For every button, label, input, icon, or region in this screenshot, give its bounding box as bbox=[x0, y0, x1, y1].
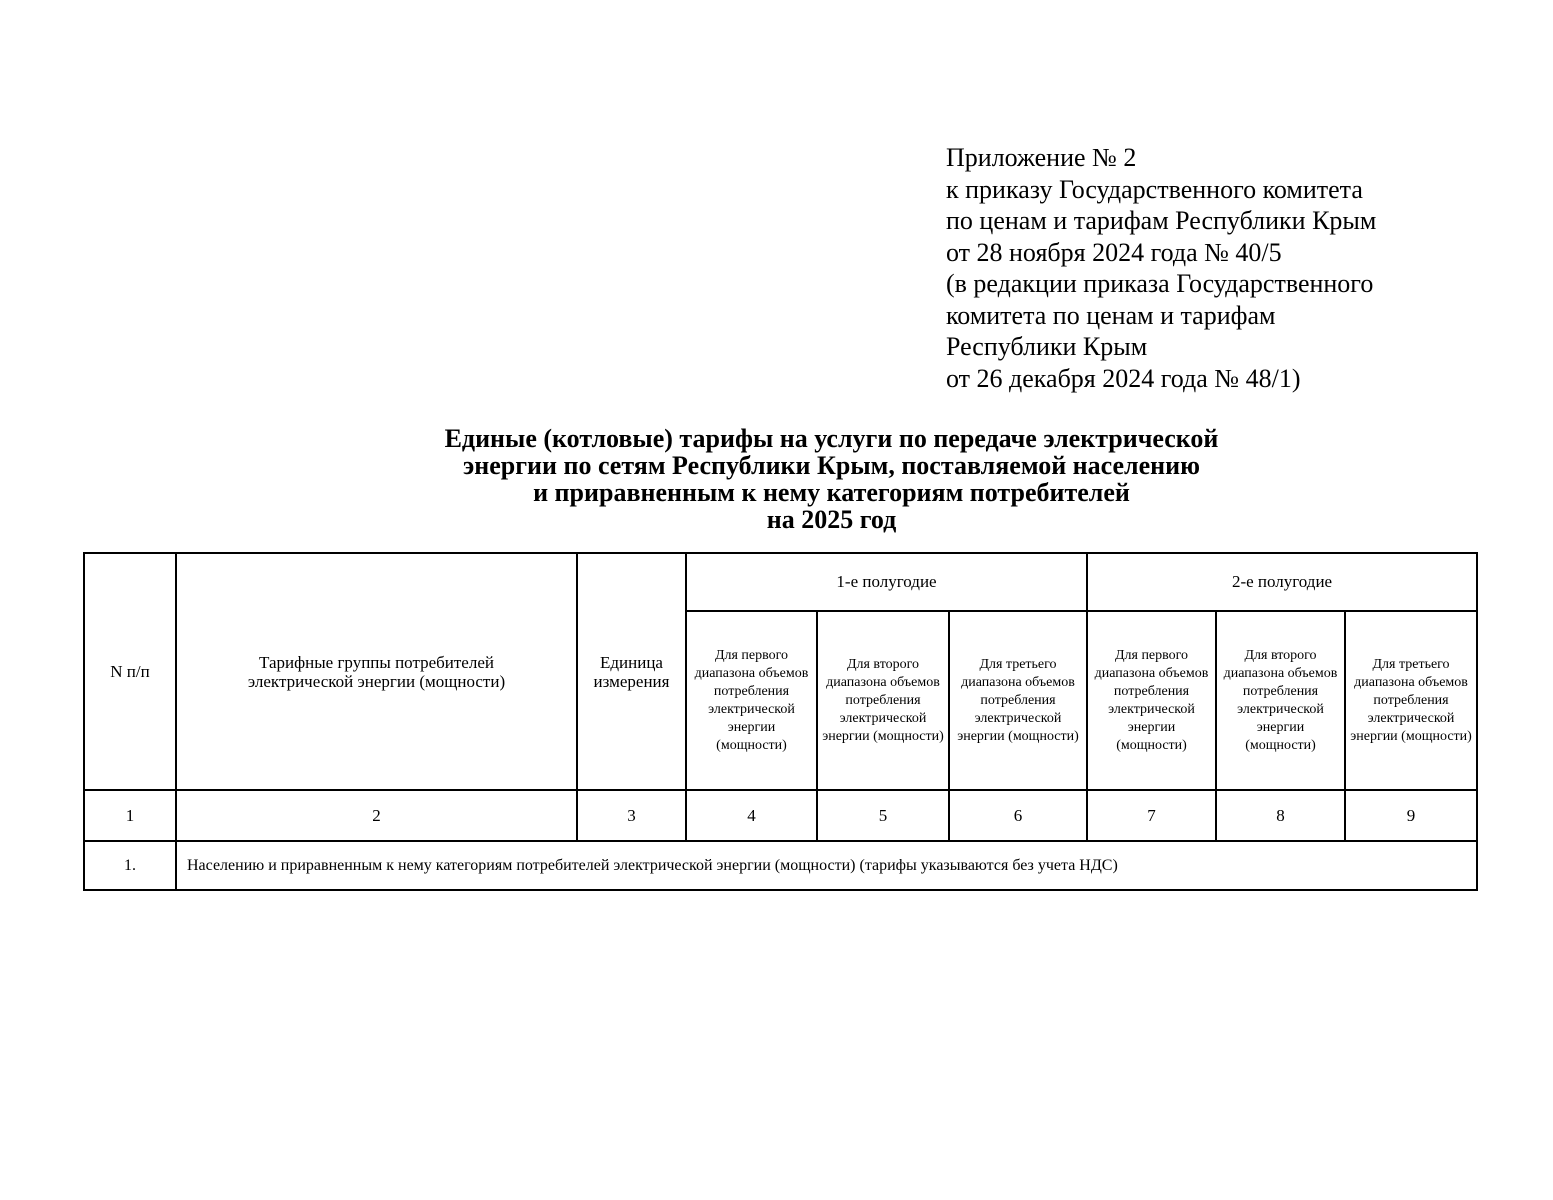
annex-line: комитета по ценам и тарифам bbox=[946, 300, 1276, 330]
header-range-3-h2: Для третьего диапазона объемов потребления электрической энергии (мощности) bbox=[1345, 611, 1477, 790]
column-number: 9 bbox=[1345, 790, 1477, 841]
annex-line: Приложение № 2 bbox=[946, 143, 1137, 172]
header-unit: Единица измерения bbox=[577, 553, 686, 790]
header-range-1-h2: Для первого диапазона объемов потребления электрической энергии (мощности) bbox=[1087, 611, 1216, 790]
column-number: 3 bbox=[577, 790, 686, 841]
row-label: Населению и приравненным к нему категориям потребителей электрической энергии (мощности) (тарифы указываются без учета НДС) bbox=[176, 841, 1477, 890]
header-range-3-h1: Для третьего диапазона объемов потребления электрической энергии (мощности) bbox=[949, 611, 1087, 790]
header-num: N п/п bbox=[84, 553, 176, 790]
column-number: 8 bbox=[1216, 790, 1345, 841]
header-half-1: 1-е полугодие bbox=[686, 553, 1087, 611]
column-number: 5 bbox=[817, 790, 949, 841]
header-range-1-h1: Для первого диапазона объемов потребления электрической энергии (мощности) bbox=[686, 611, 817, 790]
column-number: 2 bbox=[176, 790, 577, 841]
header-tariff-groups: Тарифные группы потребителей электрической энергии (мощности) bbox=[176, 553, 577, 790]
header-half-2: 2-е полугодие bbox=[1087, 553, 1477, 611]
table-row bbox=[84, 841, 1477, 890]
annex-line: от 26 декабря 2024 года № 48/1) bbox=[946, 363, 1301, 393]
title-line: энергии по сетям Республики Крым, поставляемой населению bbox=[462, 451, 1201, 480]
annex-line: к приказу Государственного комитета bbox=[946, 174, 1363, 204]
annex-line: Республики Крым bbox=[946, 332, 1148, 361]
annex-line: по ценам и тарифам Республики Крым bbox=[946, 206, 1377, 235]
title-line: на 2025 год bbox=[766, 505, 897, 534]
annex-line: от 28 ноября 2024 года № 40/5 bbox=[946, 237, 1282, 267]
column-number: 1 bbox=[84, 790, 176, 841]
title-line: Единые (котловые) тарифы на услуги по передаче электрической bbox=[444, 424, 1219, 453]
document-title bbox=[330, 425, 1333, 533]
annex-header bbox=[946, 142, 1376, 394]
row-number: 1. bbox=[84, 841, 176, 890]
column-number: 7 bbox=[1087, 790, 1216, 841]
title-line: и приравненным к нему категориям потребителей bbox=[533, 478, 1130, 507]
header-range-2-h1: Для второго диапазона объемов потребления электрической энергии (мощности) bbox=[817, 611, 949, 790]
column-number: 6 bbox=[949, 790, 1087, 841]
tariff-table bbox=[83, 552, 1478, 891]
column-number: 4 bbox=[686, 790, 817, 841]
annex-line: (в редакции приказа Государственного bbox=[946, 269, 1374, 298]
header-range-2-h2: Для второго диапазона объемов потребления электрической энергии (мощности) bbox=[1216, 611, 1345, 790]
